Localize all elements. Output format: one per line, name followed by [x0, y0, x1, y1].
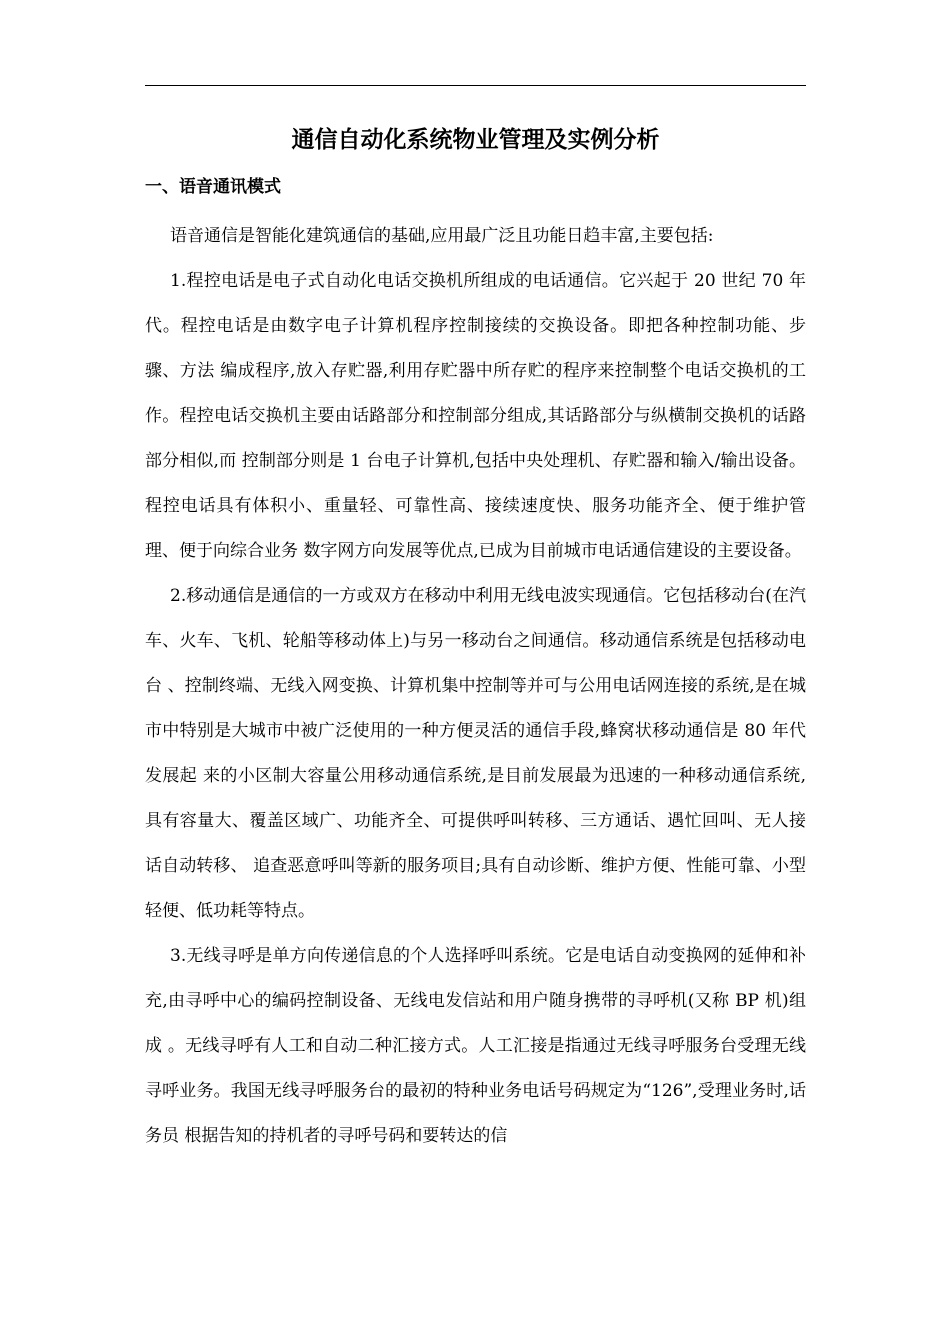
header-rule [145, 85, 806, 86]
section-heading: 一、语音通讯模式 [145, 177, 281, 197]
document-title: 通信自动化系统物业管理及实例分析 [291, 126, 660, 153]
paragraph-mobile-communication: 2.移动通信是通信的一方或双方在移动中利用无线电波实现通信。它包括移动台(在汽车、火车、飞机、轮船等移动体上)与另一移动台之间通信。移动通信系统是包括移动电台 、控制终端、无线入网变换、计算机集中控制等并可与公用电话网连接的系统,是在城市中特别是大城市中被广泛使用的一种方便灵活的通信手段,蜂窝状移动通信是 80 年代发展起 来的小区制大容量公用移动通信系统,是目前发展最为迅速的一种移动通信系统,具有容量大、覆盖区域广、功能齐全、可提供呼叫转移、三方通话、遇忙回叫、无人接话自动转移、 追查恶意呼叫等新的服务项目;具有自动诊断、维护方便、性能可靠、小型轻便、低功耗等特点。 [145, 586, 806, 921]
document-body [145, 214, 806, 1159]
paragraph-program-controlled-telephone: 1.程控电话是电子式自动化电话交换机所组成的电话通信。它兴起于 20 世纪 70 年代。程控电话是由数字电子计算机程序控制接续的交换设备。即把各种控制功能、步骤、方法 编成程序,放入存贮器,利用存贮器中所存贮的程序来控制整个电话交换机的工作。程控电话交换机主要由话路部分和控制部分组成,其话路部分与纵横制交换机的话路部分相似,而 控制部分则是 1 台电子计算机,包括中央处理机、存贮器和输入/输出设备。程控电话具有体积小、重量轻、可靠性高、接续速度快、服务功能齐全、便于维护管理、便于向综合业务 数字网方向发展等优点,已成为目前城市电话通信建设的主要设备。 [145, 271, 806, 561]
paragraph-wireless-paging: 3.无线寻呼是单方向传递信息的个人选择呼叫系统。它是电话自动变换网的延伸和补充,由寻呼中心的编码控制设备、无线电发信站和用户随身携带的寻呼机(又称 BP 机)组成 。无线寻呼有人工和自动二种汇接方式。人工汇接是指通过无线寻呼服务台受理无线寻呼业务。我国无线寻呼服务台的最初的特种业务电话号码规定为“126”,受理业务时,话务员 根据告知的持机者的寻呼号码和要转达的信 [145, 946, 806, 1146]
paragraph-intro: 语音通信是智能化建筑通信的基础,应用最广泛且功能日趋丰富,主要包括: [170, 226, 714, 246]
